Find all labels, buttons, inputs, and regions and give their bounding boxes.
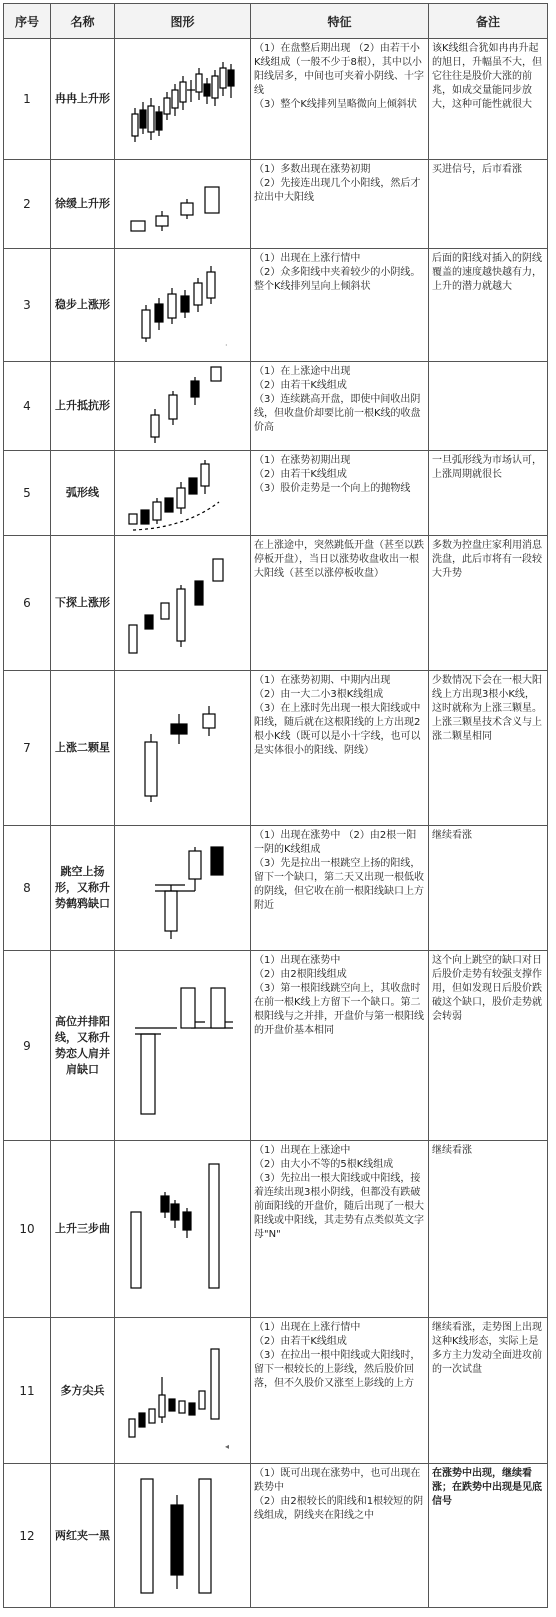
feature-line: （3）在拉出一根中阳线或大阳线时，留下一根较长的上影线，然后股价回落，但不久股价又涨至上影线的上方 <box>254 1350 421 1389</box>
feature-line: （1）出现在上涨行情中 <box>254 1322 361 1333</box>
candlestick-diagram <box>115 1465 249 1607</box>
feature-line: （1）在盘整后期出现 （2）由若干小K线组成（一般不少于8根），其中以小阳线居多，中间也可夹着小阴线、十字线 <box>254 43 424 96</box>
pattern-name: 下探上涨形 <box>51 536 115 671</box>
row-number: 10 <box>4 1141 51 1318</box>
pattern-name: 徐缓上升形 <box>51 160 115 249</box>
pattern-features <box>251 671 429 826</box>
table-row <box>4 1464 548 1608</box>
table-row <box>4 39 548 160</box>
candlestick-diagram <box>115 537 249 670</box>
pattern-name: 弧形线 <box>51 451 115 536</box>
pattern-note: 在涨势中出现，继续看涨；在跌势中出现是见底信号 <box>429 1464 548 1608</box>
feature-line: （1）多数出现在涨势初期 <box>254 164 371 175</box>
pattern-features <box>251 1318 429 1464</box>
pattern-features <box>251 362 429 451</box>
row-number: 9 <box>4 951 51 1141</box>
pattern-name: 高位并排阳线，又称升势恋人肩并肩缺口 <box>51 951 115 1141</box>
feature-line: （3）先拉出一根大阳线或中阳线，接着连续出现3根小阴线，但都没有跌破前面阳线的开盘价，随后出现了一根大阳线或中阳线，其走势有点类似英文字母"N" <box>254 1173 424 1240</box>
pattern-name: 上升三步曲 <box>51 1141 115 1318</box>
table-row <box>4 160 548 249</box>
candlestick-diagram <box>115 161 249 248</box>
feature-line: （3）股价走势是一个向上的抛物线 <box>254 483 411 494</box>
pattern-figure <box>115 39 251 160</box>
svg-text:◂: ◂ <box>225 1441 230 1451</box>
table-row <box>4 1318 548 1464</box>
pattern-features <box>251 536 429 671</box>
pattern-name: 上升抵抗形 <box>51 362 115 451</box>
candlestick-diagram <box>115 452 249 535</box>
feature-line: （2）由2根阳线组成 <box>254 969 347 980</box>
row-number: 12 <box>4 1464 51 1608</box>
header-figure: 图形 <box>115 4 251 39</box>
pattern-features <box>251 826 429 951</box>
pattern-name: 稳步上涨形 <box>51 249 115 362</box>
feature-line: （3）整个K线排列呈略微向上倾斜状 <box>254 99 417 110</box>
pattern-figure <box>115 362 251 451</box>
pattern-note: 继续看涨，走势图上出现这种K线形态，实际上是多方主力发动全面进攻前的一次试盘 <box>429 1318 548 1464</box>
feature-line: 在上涨途中，突然跳低开盘（甚至以跌停板开盘），当日以涨势收盘收出一根大阳线（甚至以涨停板收盘） <box>254 540 424 579</box>
row-number: 2 <box>4 160 51 249</box>
pattern-figure <box>115 671 251 826</box>
pattern-name: 跳空上扬形，又称升势鹤鸦缺口 <box>51 826 115 951</box>
table-row <box>4 951 548 1141</box>
feature-line: （1）在上涨途中出现 <box>254 366 351 377</box>
pattern-figure <box>115 160 251 249</box>
pattern-note: 少数情况下会在一根大阳线上方出现3根小K线，这时就称为上涨三颗星。上涨三颗星技术含义与上涨二颗星相同 <box>429 671 548 826</box>
pattern-features <box>251 1464 429 1608</box>
feature-line: （2）由一大二小3根K线组成 <box>254 689 384 700</box>
row-number: 7 <box>4 671 51 826</box>
pattern-features <box>251 160 429 249</box>
pattern-figure <box>115 1318 251 1464</box>
svg-text:·: · <box>225 340 228 350</box>
feature-line: （1）在涨势初期出现 <box>254 455 351 466</box>
candlestick-diagram <box>115 1319 249 1463</box>
pattern-figure <box>115 826 251 951</box>
candlestick-diagram <box>115 363 249 450</box>
pattern-features <box>251 451 429 536</box>
feature-line: （1）出现在上涨途中 <box>254 1145 351 1156</box>
table-row <box>4 671 548 826</box>
header-features: 特征 <box>251 4 429 39</box>
feature-line: （3）在上涨时先出现一根大阳线或中阳线，随后就在这根阳线的上方出现2根小K线（既可以是小十字线，也可以是实体很小的阳线、阴线） <box>254 703 421 756</box>
pattern-name: 冉冉上升形 <box>51 39 115 160</box>
pattern-note: 这个向上跳空的缺口对日后股价走势有较强支撑作用，但如发现日后股价跌破这个缺口，股价走势就会转弱 <box>429 951 548 1141</box>
pattern-note: 继续看涨 <box>429 1141 548 1318</box>
candlestick-diagram <box>115 672 249 825</box>
header-notes: 备注 <box>429 4 548 39</box>
table-row <box>4 451 548 536</box>
pattern-name: 上涨二颗星 <box>51 671 115 826</box>
table-row <box>4 536 548 671</box>
pattern-note: 买进信号，后市看涨 <box>429 160 548 249</box>
header-name: 名称 <box>51 4 115 39</box>
feature-line: （2）由大小不等的5根K线组成 <box>254 1159 394 1170</box>
candlestick-diagram <box>115 40 249 159</box>
row-number: 6 <box>4 536 51 671</box>
feature-line: （2）众多阳线中夹着较少的小阴线。整个K线排列呈向上倾斜状 <box>254 267 421 292</box>
row-number: 11 <box>4 1318 51 1464</box>
pattern-figure <box>115 451 251 536</box>
header-row <box>4 4 548 39</box>
pattern-figure <box>115 536 251 671</box>
pattern-note: 一旦弧形线为市场认可，上涨周期就很长 <box>429 451 548 536</box>
pattern-name: 两红夹一黑 <box>51 1464 115 1608</box>
feature-line: （3）第一根阳线跳空向上，其收盘时在前一根K线上方留下一个缺口。第二根阳线与之并排，开盘价与第一根阳线的开盘价基本相同 <box>254 983 424 1036</box>
feature-line: （1）出现在涨势中 （2）由2根一阳一阴的K线组成 <box>254 830 417 855</box>
feature-line: （2）先接连出现几个小阳线，然后才拉出中大阳线 <box>254 178 421 203</box>
pattern-figure <box>115 1464 251 1608</box>
row-number: 8 <box>4 826 51 951</box>
candlestick-diagram <box>115 952 249 1140</box>
table-row <box>4 1141 548 1318</box>
feature-line: （3）连续跳高开盘，即使中间收出阴线，但收盘价却要比前一根K线的收盘价高 <box>254 394 421 433</box>
pattern-features <box>251 39 429 160</box>
pattern-figure <box>115 1141 251 1318</box>
pattern-note <box>429 362 548 451</box>
feature-line: （1）在涨势初期、中期内出现 <box>254 675 391 686</box>
row-number: 3 <box>4 249 51 362</box>
row-number: 5 <box>4 451 51 536</box>
feature-line: （1）既可出现在涨势中，也可出现在跌势中 <box>254 1468 421 1493</box>
pattern-note: 多数为控盘庄家利用消息洗盘，此后市将有一段较大升势 <box>429 536 548 671</box>
candlestick-diagram <box>115 250 249 361</box>
feature-line: （2）由若干K线组成 <box>254 380 347 391</box>
feature-line: （2）由若干K线组成 <box>254 469 347 480</box>
table-row <box>4 249 548 362</box>
feature-line: （3）先是拉出一根跳空上扬的阳线，留下一个缺口，第二天又出现一根低收的阴线，但它收在前一根阳线缺口上方附近 <box>254 858 424 911</box>
pattern-note: 后面的阳线对插入的阴线覆盖的速度越快越有力，上升的潜力就越大 <box>429 249 548 362</box>
table-row <box>4 362 548 451</box>
pattern-features <box>251 951 429 1141</box>
candlestick-diagram <box>115 1142 249 1317</box>
row-number: 4 <box>4 362 51 451</box>
candlestick-diagram <box>115 827 249 950</box>
table-row <box>4 826 548 951</box>
header-num: 序号 <box>4 4 51 39</box>
pattern-features <box>251 1141 429 1318</box>
pattern-figure <box>115 951 251 1141</box>
pattern-features <box>251 249 429 362</box>
feature-line: （2）由若干K线组成 <box>254 1336 347 1347</box>
pattern-note: 该K线组合犹如冉冉升起的旭日，升幅虽不大，但它往往是股价大涨的前兆，如成交量能同步放大，这种可能性就很大 <box>429 39 548 160</box>
pattern-figure <box>115 249 251 362</box>
pattern-note: 继续看涨 <box>429 826 548 951</box>
kline-pattern-table <box>3 3 548 1608</box>
row-number: 1 <box>4 39 51 160</box>
pattern-name: 多方尖兵 <box>51 1318 115 1464</box>
feature-line: （2）由2根较长的阳线和1根较短的阴线组成，阴线夹在阳线之中 <box>254 1496 424 1521</box>
feature-line: （1）出现在上涨行情中 <box>254 253 361 264</box>
feature-line: （1）出现在涨势中 <box>254 955 341 966</box>
